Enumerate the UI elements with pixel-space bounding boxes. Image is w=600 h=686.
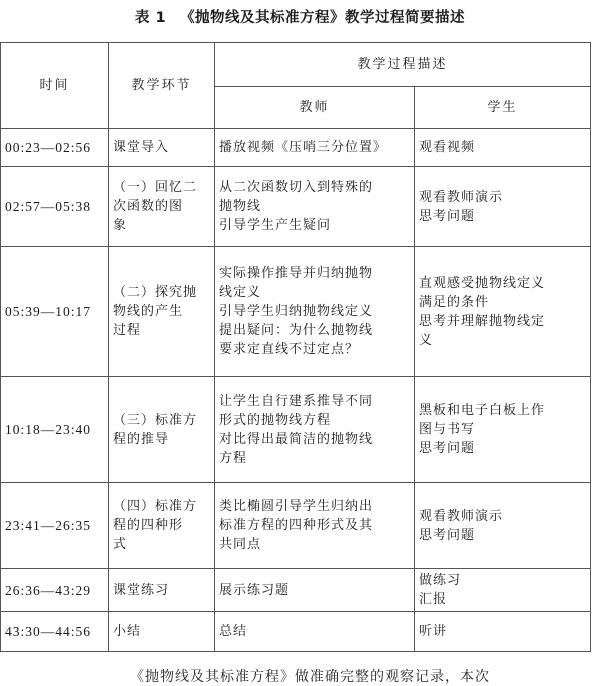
- cell-teacher: [215, 129, 415, 167]
- cell-student: [415, 247, 591, 377]
- phase-line: 课堂练习: [113, 582, 170, 598]
- cell-phase: [109, 129, 215, 167]
- teacher-line: 形式的抛物线方程: [219, 412, 332, 428]
- phase-line: 物线的产生: [113, 304, 184, 319]
- cell-phase: [109, 167, 215, 247]
- phase-line: 次函数的图: [113, 199, 184, 214]
- teacher-line: 抛物线: [219, 199, 262, 214]
- table-row: [1, 247, 591, 377]
- teacher-line: 总结: [219, 624, 248, 639]
- cell-phase: [109, 377, 215, 483]
- teacher-line: 标准方程的四种形式及其: [219, 518, 374, 533]
- cell-teacher: [215, 569, 415, 612]
- teacher-line: 对比得出最简洁的抛物线: [219, 431, 374, 447]
- student-line: 听讲: [419, 624, 448, 639]
- cell-teacher: [215, 612, 415, 652]
- phase-line: 式: [113, 537, 128, 552]
- teacher-line: 从二次函数切入到特殊的: [219, 180, 374, 195]
- teaching-process-table: [0, 42, 591, 652]
- teacher-line: 要求定直线不过定点？: [219, 342, 360, 357]
- cell-time: 26:36—43:29: [1, 569, 109, 612]
- student-line: 观看教师演示: [419, 189, 504, 205]
- table-row: [1, 569, 591, 612]
- cell-phase: [109, 569, 215, 612]
- cell-student: [415, 377, 591, 483]
- cell-time: 00:23—02:56: [1, 129, 109, 167]
- teacher-line: 展示练习题: [219, 582, 290, 598]
- header-teacher: 教师: [215, 87, 415, 129]
- student-line: 做练习: [419, 573, 462, 588]
- table-row: [1, 483, 591, 569]
- table-row: [1, 377, 591, 483]
- teacher-line: 播放视频《压哨三分位置》: [219, 140, 388, 155]
- teacher-line: 实际操作推导并归纳抛物: [219, 266, 374, 281]
- teacher-line: 共同点: [219, 537, 262, 552]
- table-title: 《抛物线及其标准方程》教学过程简要描述: [180, 10, 466, 26]
- student-line: 汇报: [419, 592, 448, 607]
- cell-student: [415, 612, 591, 652]
- cell-phase: [109, 612, 215, 652]
- student-line: 思考并理解抛物线定: [419, 313, 546, 329]
- student-line: 直观感受抛物线定义: [419, 275, 546, 291]
- table-row: [1, 129, 591, 167]
- teacher-line: 提出疑问：为什么抛物线: [219, 323, 374, 338]
- phase-line: 过程: [113, 323, 142, 338]
- header-time: 时间: [1, 43, 109, 129]
- teacher-line: 让学生自行建系推导不同: [219, 393, 374, 409]
- student-line: 满足的条件: [419, 294, 490, 310]
- student-line: 观看教师演示: [419, 508, 504, 524]
- teacher-line: 引导学生产生疑问: [219, 218, 332, 233]
- header-phase: 教学环节: [109, 43, 215, 129]
- student-line: 图与书写: [419, 422, 476, 437]
- cell-teacher: [215, 377, 415, 483]
- phase-line: 程的推导: [113, 431, 170, 447]
- student-line: 思考问题: [419, 527, 476, 543]
- student-line: 思考问题: [419, 441, 476, 456]
- cell-phase: [109, 247, 215, 377]
- phase-line: （二）探究抛: [113, 285, 198, 300]
- phase-line: 课堂导入: [113, 140, 170, 155]
- table-caption: [0, 6, 600, 27]
- cell-time: 23:41—26:35: [1, 483, 109, 569]
- phase-line: （一）回忆二: [113, 180, 198, 195]
- table-row: [1, 167, 591, 247]
- cell-time: 02:57—05:38: [1, 167, 109, 247]
- teacher-line: 方程: [219, 450, 248, 466]
- student-line: 观看视频: [419, 140, 476, 155]
- phase-line: 象: [113, 218, 128, 233]
- student-line: 义: [419, 332, 434, 348]
- header-student: 学生: [415, 87, 591, 129]
- phase-line: 小结: [113, 624, 142, 639]
- cell-teacher: [215, 247, 415, 377]
- cell-student: [415, 483, 591, 569]
- cell-time: 05:39—10:17: [1, 247, 109, 377]
- table-number: 表 1: [134, 10, 167, 26]
- cell-student: [415, 129, 591, 167]
- phase-line: （三）标准方: [113, 412, 198, 428]
- student-line: 思考问题: [419, 208, 476, 224]
- cell-teacher: [215, 167, 415, 247]
- body-text-fragment: 《抛物线及其标准方程》做准确完整的观察记录，本次: [130, 669, 490, 685]
- cell-time: 43:30—44:56: [1, 612, 109, 652]
- teacher-line: 线定义: [219, 285, 262, 300]
- student-line: 黑板和电子白板上作: [419, 403, 546, 418]
- cell-phase: [109, 483, 215, 569]
- cell-teacher: [215, 483, 415, 569]
- cell-time: 10:18—23:40: [1, 377, 109, 483]
- teacher-line: 引导学生归纳抛物线定义: [219, 304, 374, 319]
- teacher-line: 类比椭圆引导学生归纳出: [219, 499, 374, 514]
- table-row: [1, 612, 591, 652]
- header-description: 教学过程描述: [215, 43, 591, 87]
- cell-student: [415, 569, 591, 612]
- phase-line: 程的四种形: [113, 518, 184, 533]
- cell-student: [415, 167, 591, 247]
- phase-line: （四）标准方: [113, 499, 198, 514]
